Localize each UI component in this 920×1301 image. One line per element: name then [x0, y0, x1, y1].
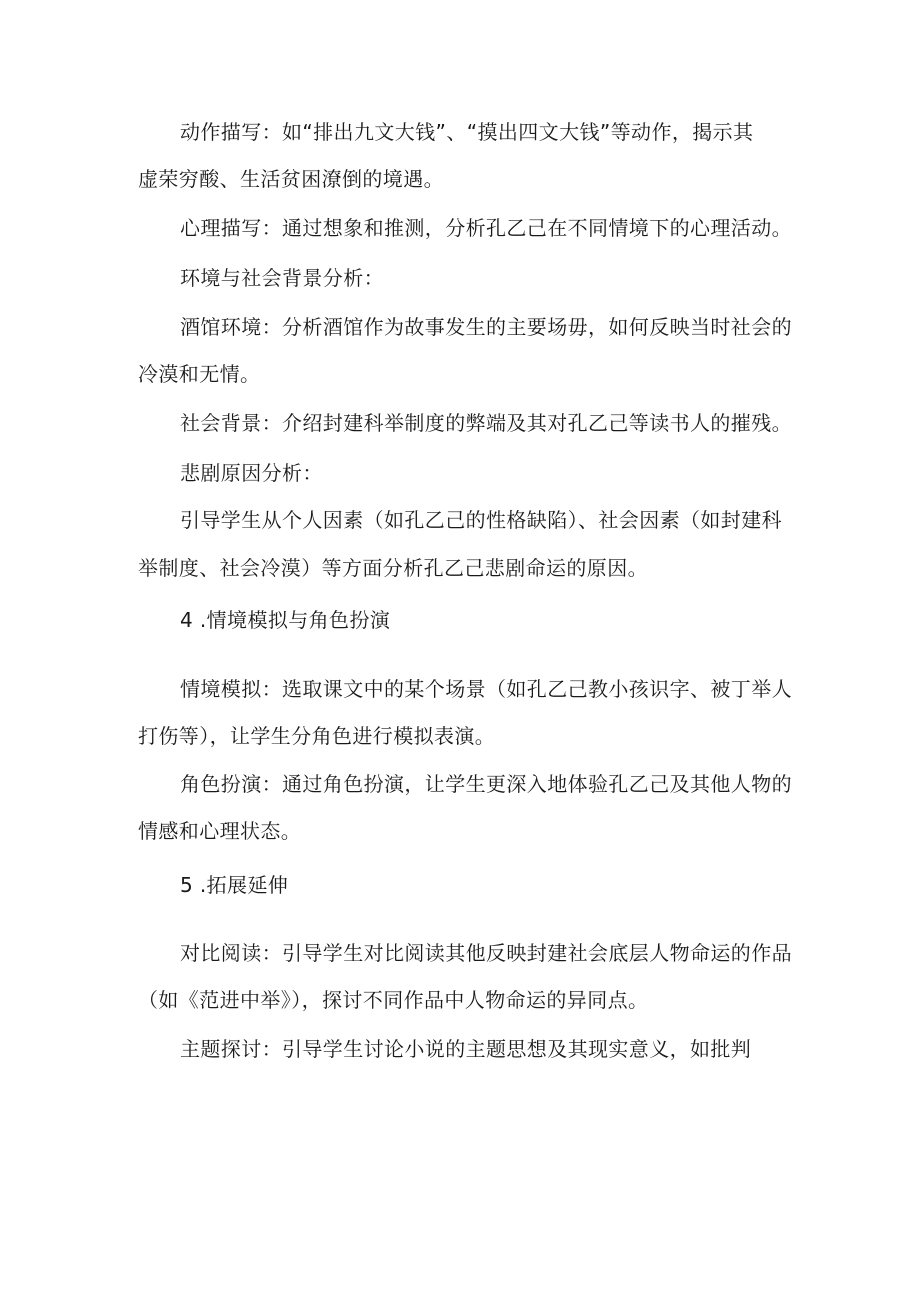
- section-heading-tragedy-causes: 悲剧原因分析：: [180, 461, 323, 485]
- paragraph-action-description-line-1: 动作描写：如“排出九文大钱”、“摸出四文大钱”等动作，揭示其: [180, 120, 754, 144]
- paragraph-tavern-environment-line-2: 冷漠和无情。: [138, 362, 261, 386]
- paragraph-tavern-environment-line-1: 酒馆环境：分析酒馆作为故事发生的主要场毋，如何反映当时社会的: [180, 315, 792, 339]
- paragraph-theme-discussion: 主题探讨：引导学生讨论小说的主题思想及其现实意义，如批判: [180, 1037, 752, 1061]
- paragraph-action-description-line-2: 虚荣穷酸、生活贫困潦倒的境遇。: [138, 167, 444, 191]
- paragraph-psychology-description: 心理描写：通过想象和推测，分析孔乙己在不同情境下的心理活动。: [180, 216, 792, 240]
- paragraph-guide-analysis-line-2: 举制度、社会冷漠）等方面分析孔乙己悲剧命运的原因。: [138, 556, 648, 580]
- paragraph-scenario-simulation-line-2: 打伤等），让学生分角色进行模拟表演。: [138, 724, 496, 748]
- paragraph-comparative-reading-line-1: 对比阅读：引导学生对比阅读其他反映封建社会底层人物命运的作品: [180, 941, 792, 965]
- paragraph-role-play-line-1: 角色扮演：通过角色扮演，让学生更深入地体验孔乙己及其他人物的: [180, 772, 792, 796]
- paragraph-guide-analysis-line-1: 引导学生从个人因素（如孔乙己的性格缺陷）、社会因素（如封建科: [180, 508, 782, 532]
- paragraph-social-background: 社会背景：介绍封建科举制度的弊端及其对孔乙己等读书人的摧残。: [180, 411, 792, 435]
- section-heading-4: 4 .情境模拟与角色扮演: [180, 608, 391, 632]
- paragraph-role-play-line-2: 情感和心理状态。: [138, 819, 302, 843]
- section-heading-environment: 环境与社会背景分析：: [180, 266, 384, 290]
- section-heading-5: 5 .拓展延伸: [180, 873, 289, 897]
- paragraph-scenario-simulation-line-1: 情境模拟：选取课文中的某个场景（如孔乙己教小孩识字、被丁举人: [180, 677, 792, 701]
- paragraph-comparative-reading-line-2: （如《范进中举》），探讨不同作品中人物命运的异同点。: [138, 988, 649, 1012]
